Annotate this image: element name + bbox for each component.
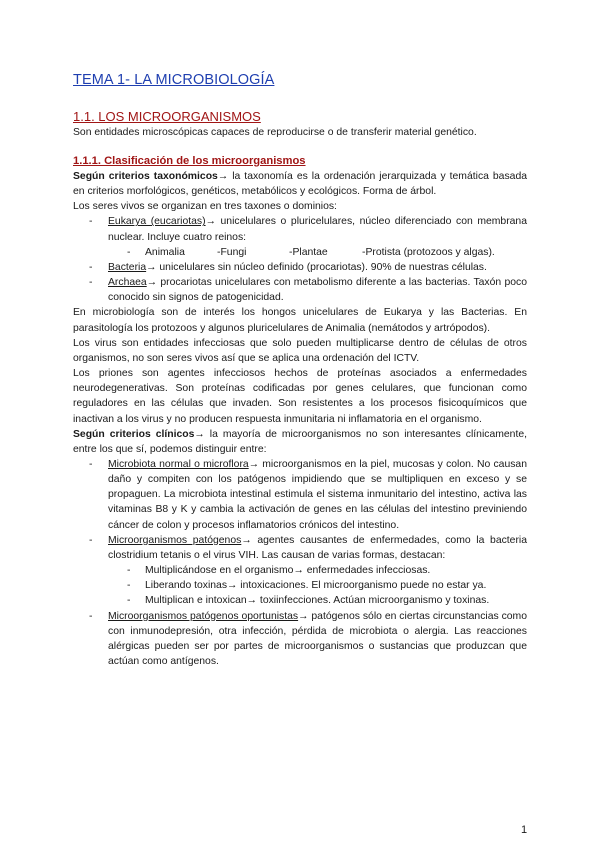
sublist-item: [73, 563, 527, 578]
arrow: →: [205, 216, 216, 228]
arrow: →: [293, 565, 304, 577]
section-intro: Son entidades microscópicas capaces de reproducirse o de transferir material genético.: [73, 127, 477, 138]
pathway-text: intoxicaciones. El microorganismo puede no estar ya.: [237, 580, 487, 592]
arrow: →: [146, 277, 158, 289]
bacteria-term: Bacteria: [108, 261, 147, 273]
pathogens-text: agentes causantes de enfermedades, como la bacteria clostridium tetanis o el virus VIH. Las causan de varias formas, destacan:: [108, 534, 528, 561]
arrow: →: [241, 534, 252, 546]
bullet-dash: -: [127, 565, 131, 577]
archaea-text: procariotas unicelulares con metabolismo diferente a las bacterias. Taxón poco conocido sin signos de patogenicidad.: [108, 277, 527, 304]
eukarya-term: Eukarya (eucariotas): [108, 216, 206, 228]
kingdom-item: -Plantae: [289, 246, 328, 258]
bullet-dash: -: [89, 534, 93, 546]
bacteria-text: unicelulares sin núcleo definido (procariotas). 90% de nuestras células.: [156, 261, 487, 273]
opportunists-text: patógenos sólo en ciertas circunstancias como con inmunodepresión, otra infección, pérdida de microbiota o alergia. Las reacciones alérgicas pueden ser por partes de microorganismos o sustancias que produzcan que actúan como antígenos.: [108, 610, 527, 667]
archaea-term: Archaea: [108, 277, 147, 289]
eukarya-text: unicelulares o pluricelulares, núcleo diferenciado con membrana nuclear. Incluye cuatro reinos:: [108, 216, 527, 243]
arrow: →: [194, 428, 205, 440]
kingdom-item: Animalia: [145, 246, 185, 258]
pathway-text: toxiinfecciones. Actúan microorganismo y toxinas.: [257, 595, 490, 607]
arrow: →: [227, 580, 238, 592]
clinical-paragraph: [73, 427, 527, 457]
bullet-dash: -: [127, 580, 131, 592]
bullet-dash: -: [127, 595, 131, 607]
bullet-dash: -: [89, 216, 93, 228]
pathway-label: Multiplican e intoxican: [145, 595, 247, 607]
taxonomy-paragraph: [73, 169, 527, 199]
sublist-item: [73, 593, 527, 608]
taxonomy-text: la taxonomía es la ordenación jerarquizada y temática basada en criterios morfológicos, genéticos, metabólicos y ecológicos. Forma de árbol.: [73, 171, 527, 198]
pathway-text: enfermedades infecciosas.: [303, 565, 431, 577]
microbiology-paragraph: En microbiología son de interés los hongos unicelulares de Eukarya y las Bacterias. En parasitología los protozoos y algunos pluricelulares de Animalia (nemátodos y artrópodos).: [73, 307, 527, 334]
bullet-dash: -: [89, 261, 93, 273]
sublist-item: [73, 578, 527, 593]
list-item-microbiota: [73, 457, 527, 533]
list-item-archaea: [73, 275, 527, 305]
arrow: →: [298, 610, 309, 622]
list-item-eukarya: [73, 214, 527, 244]
bullet-dash: -: [89, 458, 93, 470]
virus-paragraph: Los virus son entidades infecciosas que solo pueden multiplicarse dentro de células de otros organismos, no son seres vivos así que se aplica una ordenación del ICTV.: [73, 337, 527, 364]
taxonomy-label: Según criterios taxonómicos: [73, 171, 218, 182]
pathway-label: Multiplicándose en el organismo: [145, 565, 294, 577]
arrow: →: [248, 458, 260, 470]
list-item-pathogens: [73, 533, 527, 563]
clinical-label: Según criterios clínicos: [73, 428, 195, 440]
kingdoms-row: [73, 245, 527, 260]
bullet-dash: -: [89, 610, 93, 622]
list-item-bacteria: [73, 260, 527, 275]
subsection-heading: 1.1.1. Clasificación de los microorganismos: [73, 155, 306, 167]
prion-paragraph: Los priones son agentes infecciosos hechos de proteínas asociados a enfermedades neurodegenerativas. Son proteínas codificadas por genes celulares, que funcionan como reguladores en las células que invaden. Son resistentes a los procesos fisicoquímicos que inactivan a los virus y no producen respuesta inmunitaria ni inflamatoria en el organismo.: [73, 368, 527, 425]
document-title: TEMA 1- LA MICROBIOLOGÍA: [73, 72, 275, 88]
kingdom-item: -Protista (protozoos y algas).: [362, 246, 495, 258]
domains-intro: Los seres vivos se organizan en tres taxones o dominios:: [73, 201, 337, 213]
arrow: →: [217, 171, 229, 182]
bullet-dash: -: [89, 277, 93, 289]
bullet-dash: -: [127, 246, 131, 258]
clinical-text: la mayoría de microorganismos no son interesantes clínicamente, entre los que sí, podemos distinguir entre:: [73, 428, 527, 455]
list-item-opportunists: [73, 609, 527, 670]
opportunists-term: Microorganismos patógenos oportunistas: [108, 610, 299, 622]
subsection-body: [73, 169, 527, 669]
pathway-label: Liberando toxinas: [145, 580, 228, 592]
page-number: 1: [521, 824, 528, 836]
section-heading: 1.1. LOS MICROORGANISMOS: [73, 109, 261, 124]
kingdom-item: -Fungi: [217, 246, 247, 258]
microbiota-text: microorganismos en la piel, mucosas y colon. No causan daño y compiten con los patógenos impidiendo que se multipliquen en exceso y se propaguen. La microbiota intestinal estimula el sistema inmunitario del intestino, activa las vitaminas B8 y K y cambia la activación de genes en las células del intestino previniendo cáncer de colon y procesos inflamatorios crónicos del intestino.: [108, 458, 527, 531]
pathogens-term: Microorganismos patógenos: [108, 534, 242, 546]
arrow: →: [246, 595, 258, 607]
microbiota-term: Microbiota normal o microflora: [108, 458, 249, 470]
arrow: →: [146, 261, 157, 273]
